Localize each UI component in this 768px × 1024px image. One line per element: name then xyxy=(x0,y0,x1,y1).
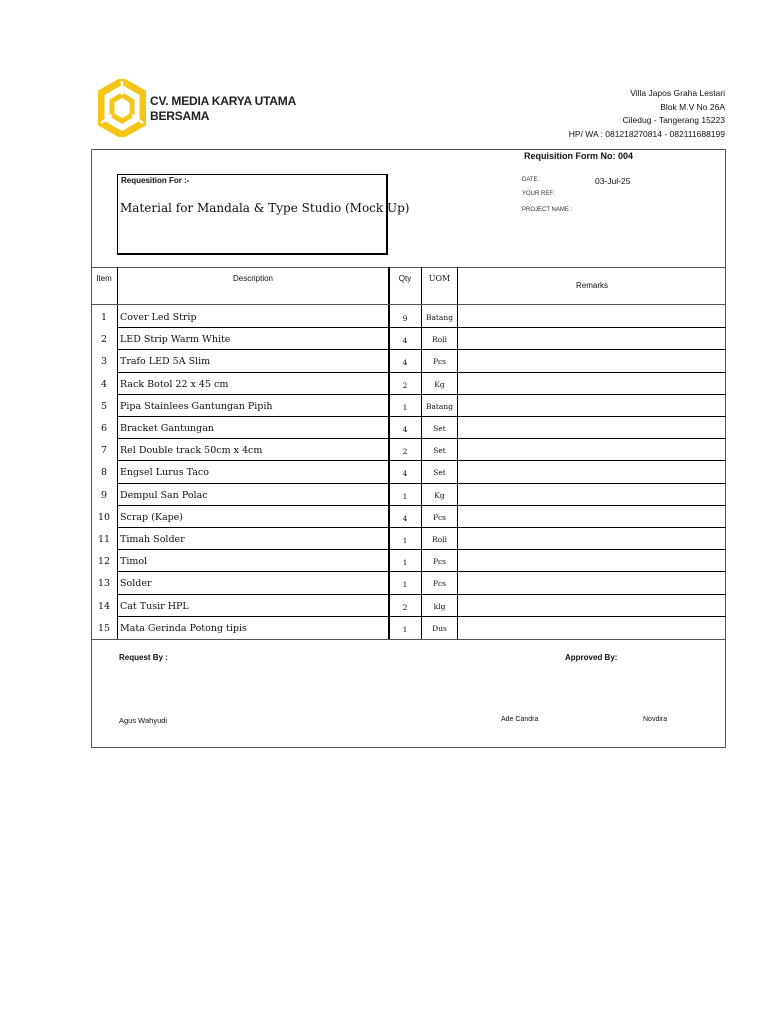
table-bottom-border xyxy=(91,639,726,640)
cell-uom: Dus xyxy=(432,624,447,633)
request-by-label: Request By : xyxy=(119,653,168,662)
form-number: Requisition Form No: 004 xyxy=(524,151,634,161)
table-row xyxy=(91,571,726,593)
cell-qty: 1 xyxy=(402,580,408,589)
address-line4: HP/ WA : 081218270814 - 082111688199 xyxy=(568,128,725,139)
company-name-line2: BERSAMA xyxy=(150,109,210,123)
header-uom: UOM xyxy=(428,274,451,283)
table-row xyxy=(91,327,726,349)
cell-description: Solder xyxy=(120,578,152,589)
table-top-border xyxy=(91,267,726,268)
table-row xyxy=(91,549,726,571)
cell-description: Rel Double track 50cm x 4cm xyxy=(120,445,263,456)
header-item: Item xyxy=(96,274,112,283)
cell-uom: Set xyxy=(433,424,446,433)
cell-qty: 1 xyxy=(402,558,408,567)
table-row xyxy=(91,594,726,616)
cell-item: 5 xyxy=(100,401,108,412)
cell-qty: 1 xyxy=(402,403,408,412)
address-line2: Blok M.V No 26A xyxy=(660,101,725,112)
cell-description: Cat Tusir HPL xyxy=(120,601,189,612)
table-row xyxy=(91,305,726,327)
header-description: Description xyxy=(232,274,273,283)
cell-qty: 4 xyxy=(402,425,408,434)
cell-qty: 4 xyxy=(402,514,408,523)
table-row xyxy=(91,616,726,638)
approved-by-label: Approved By: xyxy=(565,653,618,662)
cell-uom: klg xyxy=(433,602,446,611)
date-value: 03-Jul-25 xyxy=(595,176,631,186)
header-remarks: Remarks xyxy=(575,281,608,290)
cell-uom: Pcs xyxy=(432,579,447,588)
date-label: DATE: xyxy=(522,177,540,183)
cell-qty: 1 xyxy=(402,536,408,545)
cell-uom: Roll xyxy=(432,335,447,344)
cell-uom: Set xyxy=(433,446,446,455)
cell-uom: Set xyxy=(433,468,446,477)
cell-description: Scrap (Kape) xyxy=(120,512,184,523)
company-logo xyxy=(98,79,146,137)
cell-item: 10 xyxy=(97,512,111,523)
approver-name-2: Novdira xyxy=(643,716,668,723)
cell-description: Mata Gerinda Potong tipis xyxy=(120,623,247,634)
cell-qty: 1 xyxy=(402,492,408,501)
table-row xyxy=(91,527,726,549)
cell-item: 2 xyxy=(100,334,108,345)
cell-qty: 2 xyxy=(402,603,408,612)
cell-description: Trafo LED 5A Slim xyxy=(120,356,211,367)
cell-qty: 4 xyxy=(402,358,408,367)
approver-name-1: Ade Candra xyxy=(501,716,539,723)
cell-uom: Pcs xyxy=(432,357,447,366)
table-row xyxy=(91,372,726,394)
cell-item: 6 xyxy=(100,423,108,434)
project-name-label: PROJECT NAME : xyxy=(522,207,573,213)
cell-item: 12 xyxy=(97,556,111,567)
cell-uom: Kg xyxy=(434,380,445,389)
cell-qty: 4 xyxy=(402,469,408,478)
cell-uom: Roll xyxy=(432,535,447,544)
cell-item: 7 xyxy=(100,445,108,456)
cell-description: Engsel Lurus Taco xyxy=(120,467,209,478)
cell-description: Pipa Stainlees Gantungan Pipih xyxy=(120,401,273,412)
cell-description: Rack Botol 22 x 45 cm xyxy=(120,379,229,390)
cell-description: Timah Solder xyxy=(120,534,185,545)
table-row xyxy=(91,349,726,371)
cell-item: 8 xyxy=(100,467,108,478)
company-name xyxy=(150,94,296,124)
cell-item: 11 xyxy=(97,534,111,545)
cell-description: Bracket Gantungan xyxy=(120,423,215,434)
table-row xyxy=(91,416,726,438)
company-address xyxy=(569,87,725,141)
hexagon-logo-icon xyxy=(98,79,146,137)
cell-qty: 2 xyxy=(402,381,408,390)
cell-description: Cover Led Strip xyxy=(120,312,197,323)
table-row xyxy=(91,483,726,505)
cell-item: 13 xyxy=(97,578,111,589)
requisition-label: Requesition For :- xyxy=(121,176,190,185)
table-row xyxy=(91,438,726,460)
table-row xyxy=(91,505,726,527)
cell-item: 1 xyxy=(100,312,108,323)
cell-qty: 1 xyxy=(402,625,408,634)
cell-qty: 4 xyxy=(402,336,408,345)
cell-uom: Batang xyxy=(425,402,454,411)
cell-item: 3 xyxy=(100,356,108,367)
table-row xyxy=(91,394,726,416)
cell-item: 9 xyxy=(100,490,108,501)
cell-uom: Pcs xyxy=(432,557,447,566)
cell-uom: Kg xyxy=(434,491,445,500)
table-row xyxy=(91,460,726,482)
requisition-value: Material for Mandala & Type Studio (Mock Up) xyxy=(120,201,410,215)
cell-description: Timol xyxy=(120,556,148,567)
your-ref-label: YOUR REF: xyxy=(522,191,555,197)
cell-uom: Batang xyxy=(425,313,454,322)
address-line3: Ciledug - Tangerang 15223 xyxy=(622,115,725,125)
cell-description: LED Strip Warm White xyxy=(120,334,231,345)
cell-description: Dempul San Polac xyxy=(120,490,208,501)
requester-name: Agus Wahyudi xyxy=(119,716,168,725)
address-line1: Villa Japos Graha Lestari xyxy=(630,88,725,98)
header-qty: Qty xyxy=(398,274,412,283)
cell-qty: 2 xyxy=(402,447,408,456)
cell-item: 15 xyxy=(97,623,111,634)
cell-uom: Pcs xyxy=(432,513,447,522)
company-name-line1: CV. MEDIA KARYA UTAMA xyxy=(150,94,297,108)
cell-item: 4 xyxy=(100,379,108,390)
cell-item: 14 xyxy=(97,601,111,612)
cell-qty: 9 xyxy=(402,314,408,323)
